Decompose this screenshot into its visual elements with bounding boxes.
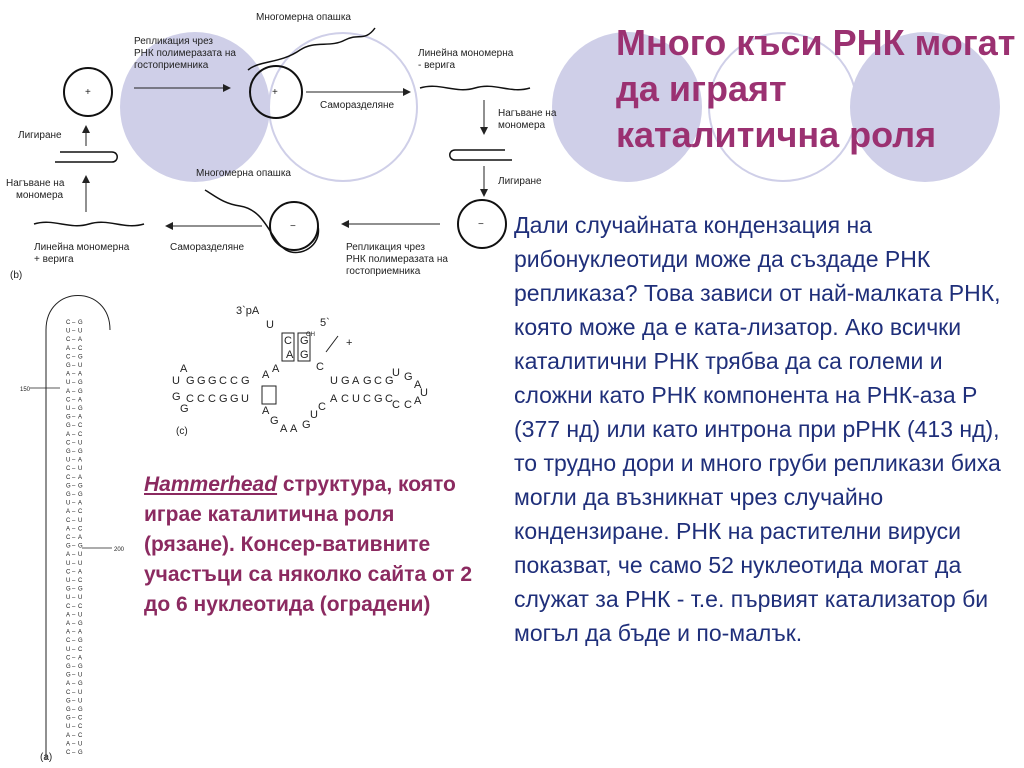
- loop-left-base: G: [172, 391, 181, 403]
- stem-left-top-base: G: [186, 375, 195, 387]
- hairpin-base: A: [66, 345, 71, 352]
- hairpin-base: A: [66, 388, 71, 395]
- stem-right-bottom-base: C: [341, 393, 349, 405]
- hairpin-pair-dash: –: [72, 345, 76, 352]
- hairpin-pair-dash: –: [72, 483, 76, 490]
- hairpin-base: G: [66, 698, 71, 705]
- loop-right-base: U: [392, 367, 400, 379]
- core-top-base: A: [262, 369, 270, 381]
- hairpin-base: A: [78, 457, 83, 464]
- hairpin-base: U: [66, 406, 71, 412]
- hairpin-base: G: [78, 681, 83, 688]
- hairpin-pair-dash: –: [72, 569, 76, 576]
- hairpin-base: C: [66, 689, 71, 696]
- body-text: Дали случайната кондензация на рибонуклеотиди може да създаде РНК репликаза? Това зависи от най-малката РНК, която може да е ката-лизатор. Ако всички каталитични РНК трябва да са големи и сложни като РНК компонента на РНК-аза Р (377 нд) или като интрона при рРНК (413 нд), то трудно дори и много груби репликази биха могли да възникнат чрез случайно кондензиране. РНК на растителни вируси показват, че само 52 нуклеотида могат да служат за РНК - т.е. първият катализатор би могъл да бъде и по-малък.: [514, 212, 1001, 646]
- hairpin-base: C: [78, 423, 83, 430]
- minus-sign-2: −: [290, 221, 296, 232]
- hairpin-base: A: [78, 397, 83, 404]
- hairpin-base: G: [78, 543, 83, 550]
- panel-a-label: (a): [40, 752, 53, 763]
- hairpin-pair-dash: –: [72, 707, 76, 713]
- loop-left-base: A: [180, 363, 188, 375]
- linear-right-line2: - верига: [418, 60, 456, 71]
- hairpin-base: C: [78, 646, 83, 653]
- hairpin-base: C: [78, 578, 83, 584]
- core-bottom-base: G: [270, 415, 279, 427]
- stem-right-top-base: U: [330, 375, 338, 387]
- mark-200: 200: [114, 547, 125, 553]
- stem-left-bottom-base: G: [219, 393, 228, 405]
- hairpin-base: A: [78, 474, 83, 481]
- hairpin-pair-dash: –: [72, 646, 76, 653]
- hairpin-base: C: [78, 509, 83, 516]
- hairpin-base: G: [66, 449, 71, 455]
- hairpin-base: G: [66, 707, 71, 713]
- hairpin-base: C: [66, 638, 71, 645]
- bottom-tail-label: Многомерна опашка: [196, 168, 291, 179]
- hairpin-pair-dash: –: [72, 526, 76, 533]
- hairpin-pair-dash: –: [72, 621, 76, 627]
- hairpin-base: A: [66, 732, 71, 739]
- hairpin-base: C: [66, 354, 71, 361]
- hairpin-base: A: [78, 337, 83, 344]
- stem-left-bottom-base: G: [230, 393, 239, 405]
- hairpin-pair-dash: –: [72, 672, 76, 679]
- hairpin-base: A: [78, 535, 83, 541]
- loop-right-base: G: [404, 371, 413, 383]
- replication-top-line3: гостоприемника: [134, 60, 209, 71]
- hairpin-pair-dash: –: [72, 552, 76, 559]
- stem-left-bottom-base: C: [197, 393, 205, 405]
- hairpin-base: C: [66, 603, 71, 610]
- hairpin-base: C: [66, 320, 71, 326]
- hammerhead-bases: [172, 319, 428, 435]
- hairpin-pair-dash: –: [72, 629, 76, 636]
- three-prime-label: 3`pA: [236, 305, 260, 317]
- hairpin-pair-dash: –: [72, 500, 76, 507]
- five-prime-label: 5`: [320, 317, 330, 329]
- panel-b-label: (b): [10, 270, 23, 281]
- core-bottom-base: A: [262, 405, 270, 417]
- hairpin-base: A: [78, 569, 83, 576]
- hairpin-pair-dash: –: [72, 655, 76, 662]
- hairpin-base: A: [66, 621, 71, 627]
- hairpin-base: G: [66, 543, 71, 550]
- stem-left-bottom-base: C: [186, 393, 194, 405]
- cleavage-arrow: [326, 336, 338, 352]
- hairpin-pair-dash: –: [72, 320, 76, 326]
- core-top-base: G: [300, 335, 309, 347]
- hairpin-base: C: [66, 655, 71, 662]
- hairpin-pair-dash: –: [72, 397, 76, 404]
- hairpin-pair-dash: –: [72, 371, 76, 378]
- linear-left-line2: + верига: [34, 254, 74, 265]
- hairpin-base: G: [78, 449, 83, 455]
- hairpin-base: U: [66, 328, 71, 335]
- cleavage-site-base: C: [316, 361, 324, 373]
- panel-c-label: (c): [176, 426, 188, 437]
- core-top-base: A: [286, 349, 294, 361]
- hairpin-pair-dash: –: [72, 612, 76, 619]
- core-bottom-base: G: [302, 419, 311, 431]
- hairpin-pair-dash: –: [72, 586, 76, 593]
- hairpin-base: U: [78, 672, 83, 679]
- hairpin-base: A: [78, 655, 83, 662]
- hairpin-pair-dash: –: [72, 466, 76, 473]
- hairpin-base: G: [78, 638, 83, 645]
- replication-bottom-line1: Репликация чрез: [346, 242, 425, 253]
- hairpin-base: G: [78, 380, 83, 387]
- hairpin-base: U: [66, 560, 71, 567]
- hairpin-base: G: [66, 423, 71, 430]
- linear-left-line1: Линейна мономерна: [34, 242, 130, 253]
- hairpin-pair-dash: –: [72, 431, 76, 438]
- stem-right-top-base: G: [385, 375, 394, 387]
- hairpin-pair-dash: –: [72, 732, 76, 739]
- hairpin-base: G: [78, 707, 83, 713]
- hairpin-pair-dash: –: [72, 363, 76, 369]
- hairpin-pair-dash: –: [72, 509, 76, 516]
- stem-left-top-base: G: [241, 375, 250, 387]
- hairpin-base: G: [78, 586, 83, 593]
- hairpin-base: A: [78, 371, 83, 378]
- stem-left-top-base: G: [208, 375, 217, 387]
- hairpin-base: A: [66, 552, 71, 559]
- hairpin-base: U: [66, 595, 71, 602]
- hairpin-pair-dash: –: [72, 517, 76, 524]
- hairpin-base: U: [78, 689, 83, 696]
- hairpin-base: G: [66, 664, 71, 670]
- hairpin-base: U: [78, 440, 83, 447]
- self-cleave-bottom-label: Саморазделяне: [170, 242, 245, 253]
- hairpin-base: G: [78, 388, 83, 395]
- hairpin-base: G: [66, 363, 71, 369]
- stem-right-bottom-base: C: [363, 393, 371, 405]
- hairpin-pair-dash: –: [72, 354, 76, 361]
- hairpin-base: C: [78, 526, 83, 533]
- hairpin-base: G: [78, 406, 83, 412]
- fold-left-line2: мономера: [16, 190, 64, 201]
- hairpin-pair-dash: –: [72, 492, 76, 498]
- hairpin-pair-dash: –: [72, 578, 76, 584]
- slide-title: Много къси РНК могат да играят каталитична роля: [616, 22, 1016, 155]
- core-top-base: U: [266, 319, 274, 331]
- linear-right-line1: Линейна мономерна: [418, 48, 514, 59]
- hairpin-pair-dash: –: [72, 698, 76, 705]
- hairpin-pair-dash: –: [72, 664, 76, 670]
- replication-top-line1: Репликация чрез: [134, 36, 213, 47]
- hairpin-base: U: [78, 328, 83, 335]
- hairpin-base: C: [66, 440, 71, 447]
- hairpin-base: G: [78, 354, 83, 361]
- core-bottom-base: C: [318, 401, 326, 413]
- hairpin-pair-dash: –: [72, 595, 76, 602]
- replication-top-line2: РНК полимеразата на: [134, 48, 236, 59]
- hairpin-pair-dash: –: [72, 423, 76, 430]
- hairpin-pair-dash: –: [72, 638, 76, 645]
- hairpin-base: C: [78, 732, 83, 739]
- hairpin-base: A: [66, 371, 71, 378]
- hairpin-base: A: [66, 681, 71, 688]
- loop-left-base: G: [180, 403, 189, 415]
- hairpin-base: C: [66, 750, 71, 756]
- hairpin-base: G: [66, 586, 71, 593]
- hairpin-pair-dash: –: [72, 603, 76, 610]
- loop-right-base: A: [414, 379, 422, 391]
- minus-sign-1: −: [478, 219, 484, 230]
- hairpin-base: G: [66, 483, 71, 490]
- hairpin-pair-dash: –: [72, 715, 76, 722]
- hairpin-pair-dash: –: [72, 449, 76, 455]
- hairpin-pair-dash: –: [72, 689, 76, 696]
- self-cleave-top-label: Саморазделяне: [320, 100, 395, 111]
- plus-sign-2: +: [272, 87, 278, 98]
- core-bottom-base: U: [310, 409, 318, 421]
- hairpin-base: U: [78, 741, 83, 748]
- stem-right-bottom-base: A: [330, 393, 338, 405]
- hairpin-base: A: [78, 629, 83, 636]
- hairpin-base: A: [66, 431, 71, 438]
- core-top-base: C: [284, 335, 292, 347]
- fold-right-line1: Нагъване на: [498, 108, 557, 119]
- hairpin-pair-dash: –: [72, 337, 76, 344]
- hairpin-pair-dash: –: [72, 440, 76, 447]
- replication-bottom-line3: гостоприемника: [346, 266, 421, 277]
- hairpin-base: C: [66, 397, 71, 404]
- hairpin-base: C: [66, 466, 71, 473]
- hairpin-pair-dash: –: [72, 457, 76, 464]
- top-tail-label: Многомерна опашка: [256, 12, 351, 23]
- caption-highlight: Hammerhead: [144, 473, 278, 496]
- hairpin-base: U: [66, 380, 71, 387]
- stem-right-top-base: G: [363, 375, 372, 387]
- hairpin-pair-dash: –: [72, 750, 76, 756]
- loop-right-base: A: [414, 395, 422, 407]
- stem-right-top-base: C: [374, 375, 382, 387]
- hairpin-base: C: [66, 337, 71, 344]
- hammerhead-caption: [144, 470, 484, 620]
- stem-left-top-base: G: [197, 375, 206, 387]
- hairpin-pair-dash: –: [72, 414, 76, 421]
- hairpin-base: U: [78, 552, 83, 559]
- hairpin-base: A: [66, 612, 71, 619]
- ligation-right-label: Лигиране: [498, 176, 542, 187]
- loop-right-base: U: [420, 387, 428, 399]
- hairpin-pair-dash: –: [72, 543, 76, 550]
- hairpin-base: C: [66, 517, 71, 524]
- hairpin-pair-dash: –: [72, 380, 76, 387]
- conserved-box-3: [262, 386, 276, 404]
- hairpin-base: C: [66, 474, 71, 481]
- hairpin-pair-dash: –: [72, 560, 76, 567]
- hairpin-base: G: [78, 320, 83, 326]
- hairpin-base: U: [66, 724, 71, 731]
- ligation-left-label: Лигиране: [18, 130, 62, 141]
- hairpin-base: A: [66, 629, 71, 636]
- hairpin-base: G: [66, 672, 71, 679]
- hairpin-base: A: [66, 741, 71, 748]
- stem-right-bottom-base: G: [374, 393, 383, 405]
- hairpin-base: U: [78, 517, 83, 524]
- hairpin-base: U: [78, 466, 83, 473]
- hairpin-base: C: [78, 431, 83, 438]
- hairpin-pair-dash: –: [72, 681, 76, 688]
- hairpin-pair-dash: –: [72, 724, 76, 731]
- oh-label: OH: [306, 332, 315, 338]
- hammerhead-diagram: [0, 0, 520, 473]
- stem-left-bottom-base: U: [241, 393, 249, 405]
- mark-150: 150: [20, 387, 31, 393]
- fold-left-line1: Нагъване на: [6, 178, 65, 189]
- loop-right-base: C: [404, 399, 412, 411]
- hairpin-base: A: [78, 500, 83, 507]
- loop-right-base: C: [392, 399, 400, 411]
- hairpin-base: U: [78, 363, 83, 369]
- hairpin-base: U: [66, 578, 71, 584]
- stem-left-top-base: C: [219, 375, 227, 387]
- core-top-base: G: [300, 349, 309, 361]
- core-bottom-base: A: [290, 423, 298, 435]
- hairpin-base: G: [66, 414, 71, 421]
- hairpin-base: A: [78, 414, 83, 421]
- hairpin-pair-dash: –: [72, 328, 76, 335]
- hairpin-base: U: [66, 500, 71, 507]
- stem-left-bottom-base: C: [208, 393, 216, 405]
- stem-right-bottom-base: C: [385, 393, 393, 405]
- caption-rest: структура, която играе каталитична роля (рязане). Консер-вативните участъци са няколко сайта от 2 до 6 нуклеотида (оградени): [144, 473, 473, 616]
- hairpin-base: C: [66, 535, 71, 541]
- replication-bottom-line2: РНК полимеразата на: [346, 254, 448, 265]
- hairpin-pair-dash: –: [72, 741, 76, 748]
- hairpin-base: U: [78, 595, 83, 602]
- hairpin-base: C: [78, 715, 83, 722]
- hairpin-pair-dash: –: [72, 474, 76, 481]
- hairpin-base: G: [78, 750, 83, 756]
- hairpin-base: G: [78, 492, 83, 498]
- hairpin-base: G: [78, 621, 83, 627]
- loop-left-base: U: [172, 375, 180, 387]
- plus-sign-1: +: [85, 87, 91, 98]
- fold-right-line2: мономера: [498, 120, 546, 131]
- hairpin-base: U: [66, 457, 71, 464]
- hairpin-base: U: [66, 646, 71, 653]
- hairpin-base: A: [66, 509, 71, 516]
- core-bottom-base: A: [280, 423, 288, 435]
- hairpin-base: C: [66, 569, 71, 576]
- hairpin-base: C: [78, 345, 83, 352]
- hairpin-base: G: [66, 715, 71, 722]
- stem-right-bottom-base: U: [352, 393, 360, 405]
- hairpin-base: C: [78, 603, 83, 610]
- stem-right-top-base: G: [341, 375, 350, 387]
- core-top-base: A: [272, 363, 280, 375]
- hairpin-pair-dash: –: [72, 406, 76, 412]
- hairpin-base: A: [66, 526, 71, 533]
- hairpin-base: G: [78, 664, 83, 670]
- hairpin-pair-dash: –: [72, 535, 76, 541]
- hairpin-base: C: [78, 724, 83, 731]
- hairpin-base: G: [78, 483, 83, 490]
- hairpin-base: U: [78, 612, 83, 619]
- hairpin-base: U: [78, 698, 83, 705]
- plus-label: +: [346, 337, 353, 349]
- hairpin-base: U: [78, 560, 83, 567]
- hairpin-base: G: [66, 492, 71, 498]
- hairpin-pair-dash: –: [72, 388, 76, 395]
- stem-right-top-base: A: [352, 375, 360, 387]
- stem-left-top-base: C: [230, 375, 238, 387]
